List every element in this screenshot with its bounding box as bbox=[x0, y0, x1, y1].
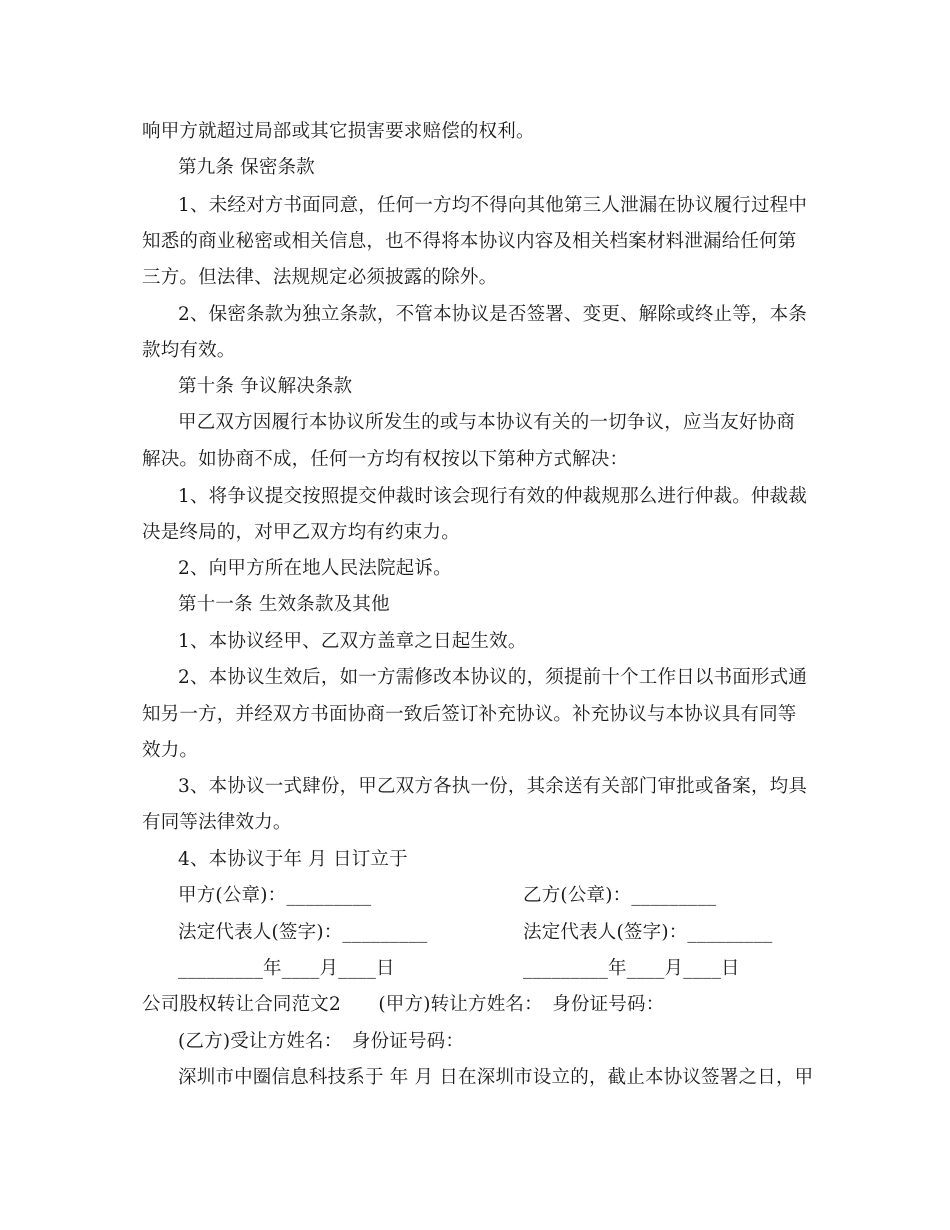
paragraph-line: 2、本协议生效后，如一方需修改本协议的，须提前十个工作日以书面形式通 bbox=[178, 667, 808, 688]
paragraph-line: 响甲方就超过局部或其它损害要求赔偿的权利。 bbox=[142, 121, 535, 142]
party-a-date: _________年____月____日 bbox=[178, 958, 395, 979]
paragraph-line: 2、保密条款为独立条款，不管本协议是否签署、变更、解除或终止等，本条 bbox=[178, 304, 808, 325]
party-a-representative: 法定代表人(签字)：_________ bbox=[178, 922, 428, 943]
paragraph-line: (乙方)受让方姓名： 身份证号码： bbox=[178, 1031, 465, 1052]
party-b-date: _________年____月____日 bbox=[523, 958, 740, 979]
paragraph-line: 效力。 bbox=[142, 740, 199, 761]
section-heading: 第十一条 生效条款及其他 bbox=[178, 594, 390, 615]
paragraph-line: 公司股权转让合同范文2 (甲方)转让方姓名： 身份证号码： bbox=[142, 994, 665, 1015]
paragraph-line: 知悉的商业秘密或相关信息，也不得将本协议内容及相关档案材料泄漏给任何第 bbox=[142, 231, 797, 252]
paragraph-line: 1、将争议提交按照提交仲裁时该会现行有效的仲裁规那么进行仲裁。仲裁裁 bbox=[178, 486, 808, 507]
section-heading: 第十条 争议解决条款 bbox=[178, 376, 353, 397]
paragraph-line: 4、本协议于年 月 日订立于 bbox=[178, 849, 408, 870]
paragraph-line: 3、本协议一式肆份，甲乙双方各执一份，其余送有关部门审批或备案，均具 bbox=[178, 776, 808, 797]
paragraph-line: 2、向甲方所在地人民法院起诉。 bbox=[178, 558, 452, 579]
paragraph-line: 有同等法律效力。 bbox=[142, 812, 292, 833]
paragraph-line: 知另一方，并经双方书面协商一致后签订补充协议。补充协议与本协议具有同等 bbox=[142, 704, 797, 725]
paragraph-line: 1、本协议经甲、乙双方盖章之日起生效。 bbox=[178, 631, 527, 652]
party-b-representative: 法定代表人(签字)：_________ bbox=[523, 922, 773, 943]
party-a-seal: 甲方(公章)：_________ bbox=[178, 885, 372, 906]
paragraph-line: 三方。但法律、法规规定必须披露的除外。 bbox=[142, 267, 498, 288]
paragraph-line: 深圳市中圈信息科技系于 年 月 日在深圳市设立的，截止本协议签署之日，甲 bbox=[178, 1067, 814, 1088]
paragraph-line: 1、未经对方书面同意，任何一方均不得向其他第三人泄漏在协议履行过程中 bbox=[178, 195, 808, 216]
paragraph-line: 甲乙双方因履行本协议所发生的或与本协议有关的一切争议，应当友好协商 bbox=[178, 412, 796, 433]
party-b-seal: 乙方(公章)：_________ bbox=[523, 885, 717, 906]
paragraph-line: 决是终局的，对甲乙双方均有约束力。 bbox=[142, 522, 460, 543]
section-heading: 第九条 保密条款 bbox=[178, 157, 315, 178]
paragraph-line: 款均有效。 bbox=[142, 340, 236, 361]
paragraph-line: 解决。如协商不成，任何一方均有权按以下第种方式解决： bbox=[142, 449, 629, 470]
